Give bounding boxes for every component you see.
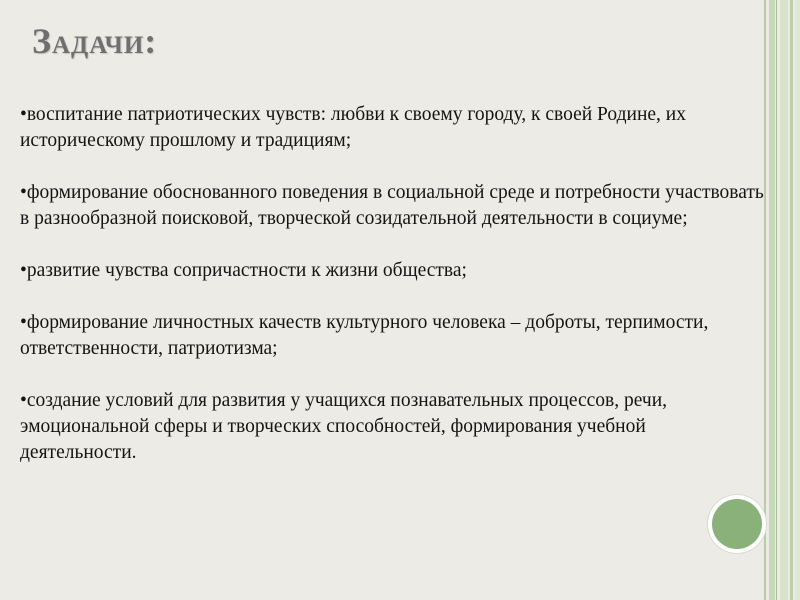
decorative-stripe — [769, 0, 775, 600]
decorative-stripe — [780, 0, 788, 600]
decorative-stripe — [795, 0, 800, 600]
slide-title: Задачи: — [32, 21, 158, 61]
task-item: •формирование личностных качеств культурного человека – доброты, терпимости, ответственности, патриотизма; — [20, 312, 709, 359]
task-item: •развитие чувства сопричастности к жизни общества; — [20, 260, 467, 281]
task-item: •воспитание патриотических чувств: любви к своему городу, к своей Родине, их историческому прошлому и традициям; — [20, 104, 686, 151]
decorative-stripe — [776, 0, 777, 600]
decorative-stripe — [790, 0, 793, 600]
decorative-circle — [712, 499, 762, 549]
task-item: •создание условий для развития у учащихся познавательных процессов, речи, эмоциональной сферы и творческих способностей, формирования учебной деятельности. — [20, 390, 668, 463]
task-list — [20, 102, 765, 466]
task-item: •формирование обоснованного поведения в социальной среде и потребности участвовать в разнообразной поисковой, творческой созидательной деятельности в социуме; — [20, 182, 764, 229]
